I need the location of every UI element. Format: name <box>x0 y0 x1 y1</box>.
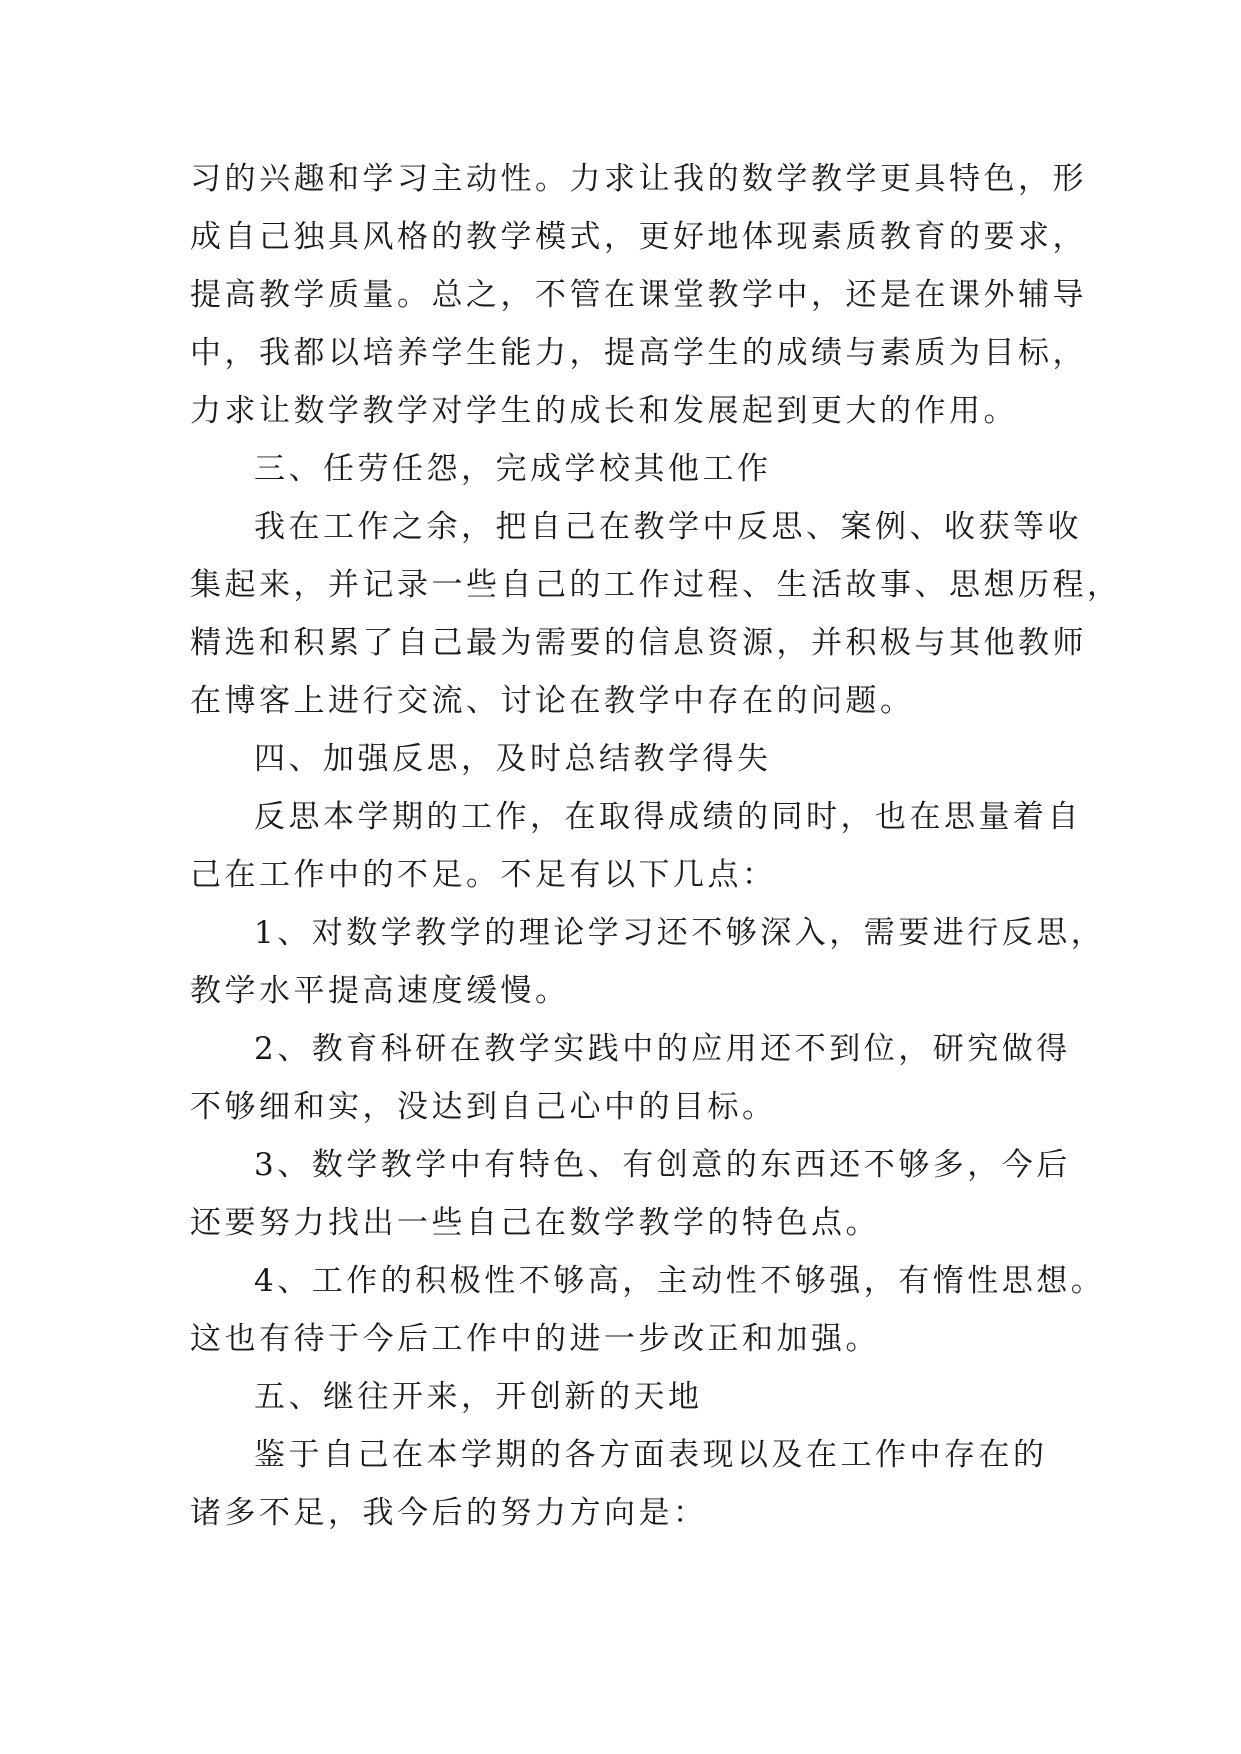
list-item: 3、数学教学中有特色、有创意的东西还不够多，今后 <box>254 1147 1071 1183</box>
list-item: 1、对数学教学的理论学习还不够深入，需要进行反思， <box>254 915 1106 951</box>
text-line: 己在工作中的不足。不足有以下几点： <box>190 857 777 893</box>
text-line: 精选和积累了自己最为需要的信息资源，并积极与其他教师 <box>190 625 1087 661</box>
text-line: 习的兴趣和学习主动性。力求让我的数学教学更具特色，形 <box>190 161 1087 197</box>
text-line: 集起来，并记录一些自己的工作过程、生活故事、思想历程， <box>190 567 1122 603</box>
text-line: 鉴于自己在本学期的各方面表现以及在工作中存在的 <box>254 1437 1048 1473</box>
section-heading: 三、任劳任怨，完成学校其他工作 <box>254 451 772 487</box>
list-item: 2、教育科研在教学实践中的应用还不到位，研究做得 <box>254 1031 1071 1067</box>
text-line: 在博客上进行交流、讨论在教学中存在的问题。 <box>190 683 915 719</box>
text-line: 提高教学质量。总之，不管在课堂教学中，还是在课外辅导 <box>190 277 1087 313</box>
text-line: 反思本学期的工作，在取得成绩的同时，也在思量着自 <box>254 799 1082 835</box>
document-body <box>190 150 1122 1542</box>
section-heading: 四、加强反思，及时总结教学得失 <box>254 741 772 777</box>
text-line: 我在工作之余，把自己在教学中反思、案例、收获等收 <box>254 509 1082 545</box>
text-line: 不够细和实，没达到自己心中的目标。 <box>190 1089 777 1125</box>
text-line: 这也有待于今后工作中的进一步改正和加强。 <box>190 1321 880 1357</box>
text-line: 还要努力找出一些自己在数学教学的特色点。 <box>190 1205 880 1241</box>
text-line: 力求让数学教学对学生的成长和发展起到更大的作用。 <box>190 393 1018 429</box>
list-item: 4、工作的积极性不够高，主动性不够强，有惰性思想。 <box>254 1263 1106 1299</box>
section-heading: 五、继往开来，开创新的天地 <box>254 1379 703 1415</box>
text-line: 成自己独具风格的教学模式，更好地体现素质教育的要求， <box>190 219 1087 255</box>
text-line: 中，我都以培养学生能力，提高学生的成绩与素质为目标， <box>190 335 1087 371</box>
text-line: 诸多不足，我今后的努力方向是： <box>190 1495 708 1531</box>
text-line: 教学水平提高速度缓慢。 <box>190 973 570 1009</box>
